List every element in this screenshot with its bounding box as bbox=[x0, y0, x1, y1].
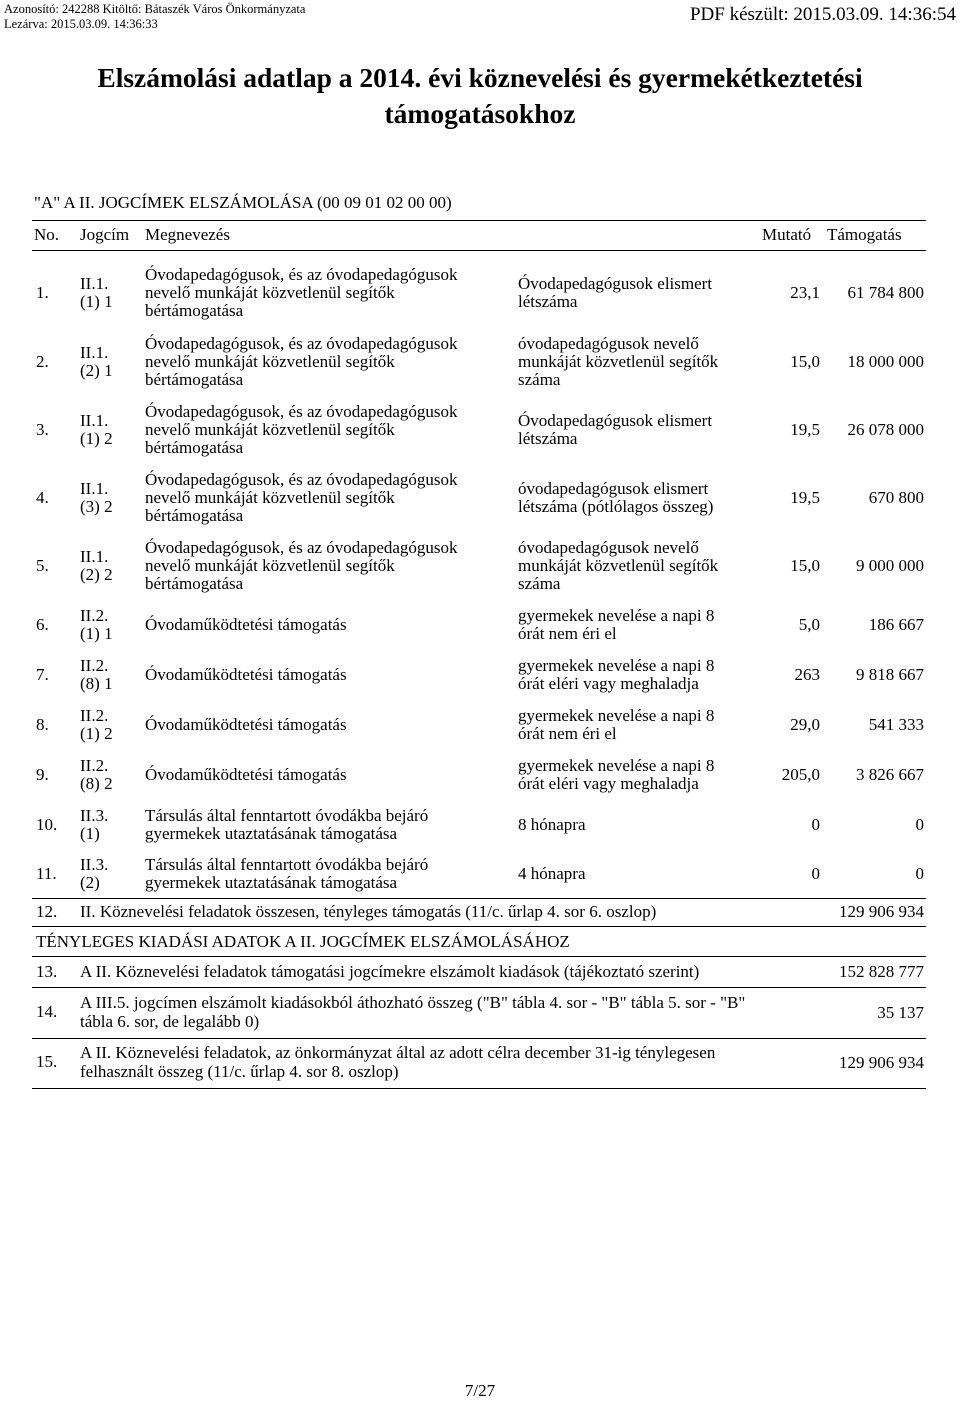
row-jogcim-sub: (2) 1 bbox=[80, 360, 113, 380]
row-no: 3. bbox=[36, 420, 49, 439]
row-13-text: A II. Köznevelési feladatok támogatási jogcímekre elszámolt kiadások (tájékoztató szerint) bbox=[80, 962, 700, 981]
row-indicator-line: órát nem éri el bbox=[518, 724, 617, 743]
row-indicator-line: létszáma (pótlólagos összeg) bbox=[518, 497, 714, 516]
row-indicator-line: gyermekek nevelése a napi 8 bbox=[518, 606, 715, 625]
row-name-line: Óvodapedagógusok, és az óvodapedagógusok bbox=[145, 333, 458, 353]
row-name-line: Óvodaműködtetési támogatás bbox=[145, 615, 347, 634]
row-jogcim-sub: (1) 2 bbox=[80, 724, 113, 743]
row-indicator-line: órát nem éri el bbox=[518, 624, 617, 643]
table-header-border bbox=[32, 250, 926, 251]
table-top-border bbox=[32, 220, 926, 221]
col-header-jogcim: Jogcím bbox=[80, 225, 130, 244]
row-name-line: nevelő munkáját közvetlenül segítők bbox=[145, 556, 395, 575]
row-name-line: Társulás által fenntartott óvodákba bejáró bbox=[145, 806, 429, 825]
row-no: 2. bbox=[36, 351, 49, 371]
row-15-text-line2: felhasznált összeg (11/c. űrlap 4. sor 8. oszlop) bbox=[80, 1062, 399, 1081]
row-jogcim-sub: (2) 2 bbox=[80, 565, 113, 584]
row-jogcim-code: II.1. bbox=[80, 547, 109, 566]
row-tamogatas-value: 9 818 667 bbox=[856, 665, 924, 684]
row-jogcim-sub: (3) 2 bbox=[80, 497, 113, 516]
row-mutato-value: 19,5 bbox=[790, 488, 820, 507]
col-header-megnevezes: Megnevezés bbox=[145, 225, 230, 244]
row-13-no: 13. bbox=[36, 962, 58, 981]
row-14-text-line2: tábla 6. sor, de legalább 0) bbox=[80, 1012, 260, 1031]
row-jogcim-code: II.2. bbox=[80, 606, 109, 625]
row-mutato-value: 0 bbox=[811, 864, 820, 883]
row-jogcim-code: II.2. bbox=[80, 756, 109, 775]
row-tamogatas-value: 0 bbox=[915, 815, 924, 834]
row-jogcim-sub: (8) 2 bbox=[80, 774, 113, 793]
row-name-line: bértámogatása bbox=[145, 300, 244, 320]
row-name-line: nevelő munkáját közvetlenül segítők bbox=[145, 420, 395, 439]
row-mutato-value: 0 bbox=[811, 815, 820, 834]
row-15-bottom-border bbox=[32, 1088, 926, 1089]
row-14-value: 35 137 bbox=[877, 1003, 924, 1022]
row-name-line: gyermekek utaztatásának támogatása bbox=[145, 873, 398, 892]
row-jogcim-code: II.1. bbox=[80, 479, 109, 498]
row-name-line: nevelő munkáját közvetlenül segítők bbox=[145, 488, 395, 507]
row-15-no: 15. bbox=[36, 1052, 58, 1071]
section-b-border bbox=[32, 956, 926, 957]
section-a-heading: "A" A II. JOGCÍMEK ELSZÁMOLÁSA (00 09 01 02 00 00) bbox=[34, 193, 452, 212]
row-indicator-line: munkáját közvetlenül segítők bbox=[518, 351, 719, 371]
row-jogcim-code: II.3. bbox=[80, 806, 109, 825]
row-mutato-value: 15,0 bbox=[790, 351, 820, 371]
pdf-created: PDF készült: 2015.03.09. 14:36:54 bbox=[689, 4, 956, 25]
row-jogcim-code: II.1. bbox=[80, 342, 109, 362]
col-header-no: No. bbox=[34, 225, 60, 244]
row-indicator-line: száma bbox=[518, 574, 561, 593]
row-name-line: bértámogatása bbox=[145, 574, 244, 593]
row-14-text-line1: A III.5. jogcímen elszámolt kiadásokból áthozható összeg ("B" tábla 4. sor - "B" tábla 5. sor - "B" bbox=[80, 993, 746, 1012]
header-locked: Lezárva: 2015.03.09. 14:36:33 bbox=[4, 17, 158, 31]
row-indicator-line: létszáma bbox=[518, 291, 578, 311]
row-indicator-line: Óvodapedagógusok elismert bbox=[518, 273, 713, 293]
row-jogcim-sub: (1) 1 bbox=[80, 624, 113, 643]
page-title-line2: támogatásokhoz bbox=[384, 98, 576, 129]
row-14-bottom-border bbox=[32, 1038, 926, 1039]
row-12-value: 129 906 934 bbox=[839, 902, 924, 921]
row-indicator-line: óvodapedagógusok elismert bbox=[518, 479, 709, 498]
row-name-line: nevelő munkáját közvetlenül segítők bbox=[145, 282, 395, 302]
row-jogcim-sub: (1) 2 bbox=[80, 429, 113, 448]
row-jogcim-sub: (2) bbox=[80, 873, 100, 892]
row-no: 7. bbox=[36, 665, 49, 684]
row-name-line: Óvodaműködtetési támogatás bbox=[145, 765, 347, 784]
row-indicator-line: létszáma bbox=[518, 429, 578, 448]
row-indicator-line: órát eléri vagy meghaladja bbox=[518, 674, 699, 693]
row-tamogatas-value: 3 826 667 bbox=[856, 765, 924, 784]
row-tamogatas-value: 18 000 000 bbox=[847, 351, 924, 371]
row-indicator-line: száma bbox=[518, 369, 561, 389]
row-mutato-value: 5,0 bbox=[798, 615, 820, 634]
row-jogcim-code: II.3. bbox=[80, 855, 109, 874]
row-13-value: 152 828 777 bbox=[839, 962, 924, 981]
row-indicator-line: Óvodapedagógusok elismert bbox=[518, 411, 713, 430]
row-name-line: Óvodapedagógusok, és az óvodapedagógusok bbox=[145, 402, 458, 421]
row-mutato-value: 263 bbox=[794, 665, 820, 684]
row-name-line: Társulás által fenntartott óvodákba bejáró bbox=[145, 855, 429, 874]
page-number: 7/27 bbox=[464, 1381, 496, 1400]
row-15-value: 129 906 934 bbox=[839, 1053, 924, 1072]
row-no: 5. bbox=[36, 556, 49, 575]
row-name-line: Óvodaműködtetési támogatás bbox=[145, 665, 347, 684]
row-15-text-line1: A II. Köznevelési feladatok, az önkormányzat által az adott célra december 31-ig ténylegesen bbox=[80, 1043, 716, 1062]
row-name-line: nevelő munkáját közvetlenül segítők bbox=[145, 351, 395, 371]
row-tamogatas-value: 670 800 bbox=[868, 488, 924, 507]
row-jogcim-sub: (1) bbox=[80, 824, 100, 843]
row-13-bottom-border bbox=[32, 987, 926, 988]
col-header-mutato: Mutató bbox=[762, 225, 812, 244]
row-mutato-value: 29,0 bbox=[790, 715, 820, 734]
row-indicator-line: 4 hónapra bbox=[518, 864, 586, 883]
row-mutato-value: 23,1 bbox=[790, 282, 820, 302]
row-12-text: II. Köznevelési feladatok összesen, tényleges támogatás (11/c. űrlap 4. sor 6. oszlop) bbox=[80, 902, 657, 921]
row-mutato-value: 19,5 bbox=[790, 420, 820, 439]
header-identifier: Azonosító: 242288 Kitöltő: Bátaszék Város Önkormányzata bbox=[4, 2, 306, 16]
row-tamogatas-value: 9 000 000 bbox=[856, 556, 924, 575]
row-name-line: bértámogatása bbox=[145, 506, 244, 525]
row-name-line: Óvodapedagógusok, és az óvodapedagógusok bbox=[145, 538, 458, 557]
row-12-no: 12. bbox=[36, 902, 58, 921]
row-indicator-line: óvodapedagógusok nevelő bbox=[518, 333, 699, 353]
row-name-line: bértámogatása bbox=[145, 369, 244, 389]
row-indicator-line: gyermekek nevelése a napi 8 bbox=[518, 756, 715, 775]
row-no: 4. bbox=[36, 488, 49, 507]
row-no: 11. bbox=[36, 864, 57, 883]
row-jogcim-code: II.1. bbox=[80, 273, 109, 293]
row-12-bottom-border bbox=[32, 926, 926, 927]
row-name-line: Óvodaműködtetési támogatás bbox=[145, 715, 347, 734]
row-tamogatas-value: 186 667 bbox=[868, 615, 924, 634]
row-no: 9. bbox=[36, 765, 49, 784]
row-no: 10. bbox=[36, 815, 58, 834]
row-indicator-line: 8 hónapra bbox=[518, 815, 586, 834]
row-jogcim-code: II.1. bbox=[80, 411, 109, 430]
row-no: 8. bbox=[36, 715, 49, 734]
row-name-line: Óvodapedagógusok, és az óvodapedagógusok bbox=[145, 264, 458, 284]
row-name-line: bértámogatása bbox=[145, 438, 244, 457]
row-name-line: gyermekek utaztatásának támogatása bbox=[145, 824, 398, 843]
row-indicator-line: gyermekek nevelése a napi 8 bbox=[518, 706, 715, 725]
row-indicator-line: óvodapedagógusok nevelő bbox=[518, 538, 699, 557]
row-indicator-line: órát eléri vagy meghaladja bbox=[518, 774, 699, 793]
row-no: 1. bbox=[36, 282, 49, 302]
row-12-top-border bbox=[32, 898, 926, 899]
row-indicator-line: gyermekek nevelése a napi 8 bbox=[518, 656, 715, 675]
row-tamogatas-value: 61 784 800 bbox=[847, 282, 924, 302]
row-tamogatas-value: 541 333 bbox=[868, 715, 924, 734]
row-jogcim-code: II.2. bbox=[80, 656, 109, 675]
col-header-tamogatas: Támogatás bbox=[827, 225, 902, 244]
row-mutato-value: 205,0 bbox=[781, 765, 820, 784]
row-jogcim-code: II.2. bbox=[80, 706, 109, 725]
section-b-heading: TÉNYLEGES KIADÁSI ADATOK A II. JOGCÍMEK ELSZÁMOLÁSÁHOZ bbox=[36, 932, 570, 951]
document-header-info bbox=[4, 2, 305, 32]
row-14-no: 14. bbox=[36, 1002, 58, 1021]
row-indicator-line: munkáját közvetlenül segítők bbox=[518, 556, 719, 575]
row-no: 6. bbox=[36, 615, 49, 634]
row-tamogatas-value: 26 078 000 bbox=[847, 420, 924, 439]
page-title-line1: Elszámolási adatlap a 2014. évi köznevelési és gyermekétkeztetési bbox=[97, 62, 863, 93]
row-name-line: Óvodapedagógusok, és az óvodapedagógusok bbox=[145, 470, 458, 489]
row-jogcim-sub: (1) 1 bbox=[80, 291, 113, 311]
row-tamogatas-value: 0 bbox=[915, 864, 924, 883]
row-jogcim-sub: (8) 1 bbox=[80, 674, 113, 693]
row-mutato-value: 15,0 bbox=[790, 556, 820, 575]
